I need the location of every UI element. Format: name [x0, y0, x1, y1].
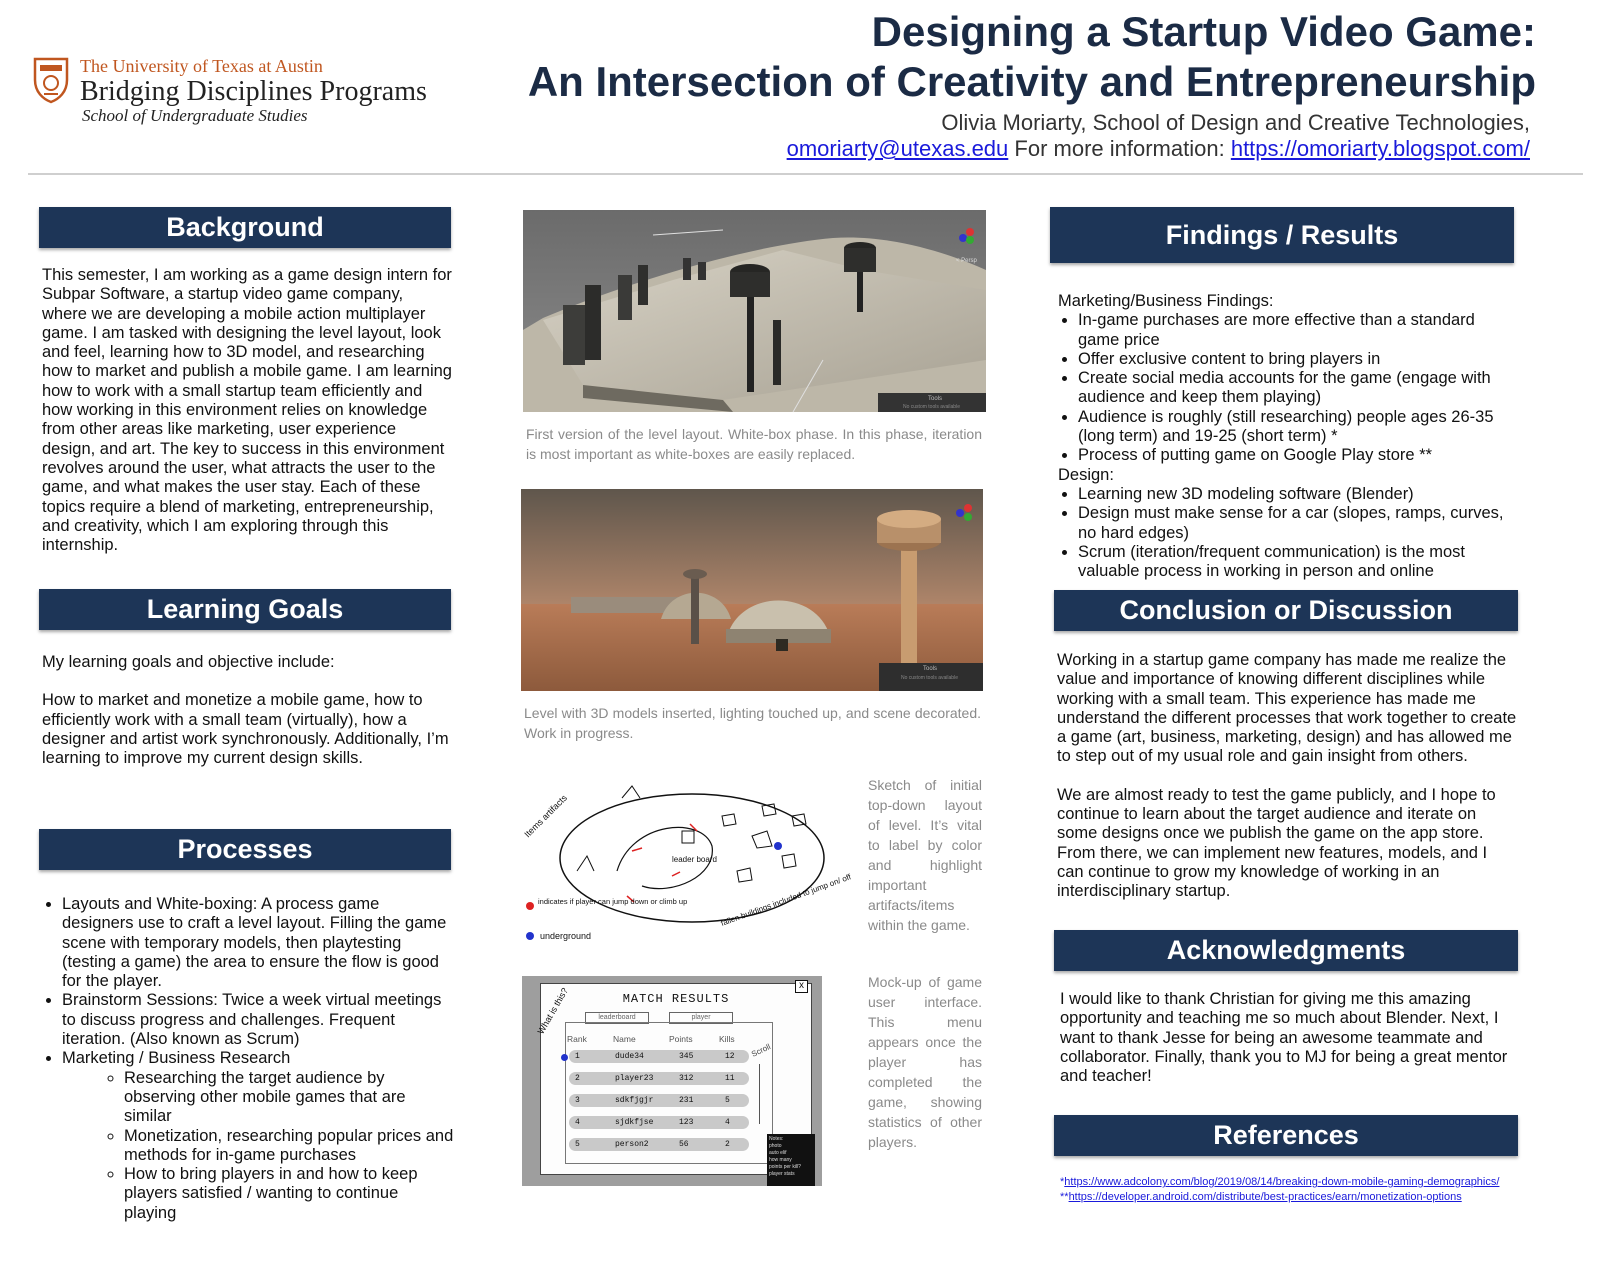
table-cell-kills: 5 [725, 1096, 730, 1105]
reference-item [1060, 1175, 1500, 1190]
learning-goals-text: How to market and monetize a mobile game, how to efficiently work with a small team (virtually), how a designer and artist work synchronously. Additionally, I’m learning to improve my current design skills. [42, 691, 449, 768]
tools-sub-label: No custom tools available [903, 404, 960, 410]
mockup-notes [767, 1134, 815, 1186]
list-item: • Layouts and White-boxing: A process game designers use to craft a level layout. Filling the game scene with temporary models, then playtesting (testing a game) the area to ensure the flow is good for the player. [62, 895, 454, 991]
university-name: The University of Texas at Austin [80, 56, 323, 76]
processes-list [42, 895, 454, 1223]
table-cell-points: 312 [679, 1074, 694, 1083]
list-item: • Brainstorm Sessions: Twice a week virtual meetings to discuss progress and challenges. Frequent iteration. (Also known as Scrum) [62, 991, 454, 1049]
note-line: Notes: [769, 1136, 784, 1142]
list-item-label: Marketing / Business Research [62, 1049, 291, 1068]
contact-line [787, 136, 1530, 162]
note-line: how many [769, 1157, 792, 1163]
sketch-red-note: indicates if player can jump down or climb up [538, 897, 688, 906]
table-cell-points: 345 [679, 1052, 694, 1061]
findings-body [1058, 292, 1518, 581]
reference-item [1060, 1190, 1500, 1205]
persp-label: < Persp [956, 258, 977, 264]
tab-player[interactable]: player [669, 1012, 733, 1024]
school-name: School of Undergraduate Studies [82, 106, 308, 125]
col-kills: Kills [719, 1034, 735, 1044]
mockup-side-note: What is this? [535, 986, 570, 1036]
note-line: player stats [769, 1171, 795, 1177]
references-list [1060, 1175, 1500, 1205]
caption-mockup: Mock-up of game user interface. This menu appears once the player has completed the game, showing statistics of other players. [868, 974, 982, 1150]
design-findings-list [1058, 485, 1518, 581]
list-item: ◦ Researching the target audience by observing other mobile games that are similar [124, 1069, 454, 1127]
acknowledgments-heading: Acknowledgments [1054, 930, 1518, 971]
reference-link[interactable]: https://www.adcolony.com/blog/2019/08/14/breaking-down-mobile-gaming-demographics/ [1064, 1176, 1500, 1188]
table-cell-kills: 12 [725, 1052, 735, 1061]
sketch-layout-image [522, 776, 853, 946]
sketch-blue-note: underground [540, 931, 592, 941]
table-row [569, 1138, 749, 1151]
table-cell-rank: 3 [575, 1096, 580, 1105]
caption-whitebox: First version of the level layout. White-box phase. In this phase, iteration is most important as white-boxes are easily replaced. [526, 426, 982, 462]
acknowledgments-text: I would like to thank Christian for giving me this amazing opportunity and teaching me so much about Blender. Next, I want to thank Jesse for being an awesome teammate and collaborator. Finally, thank you to MJ for being a great mentor and teacher! [1060, 990, 1508, 1086]
list-item: • Learning new 3D modeling software (Blender) [1078, 485, 1518, 504]
list-item: • Offer exclusive content to bring players in [1078, 350, 1518, 369]
col-points: Points [669, 1034, 693, 1044]
close-icon[interactable]: x [795, 980, 808, 993]
table-row [569, 1050, 749, 1063]
match-results-mockup [522, 976, 822, 1186]
col-name: Name [613, 1034, 636, 1044]
findings-heading: Findings / Results [1050, 207, 1514, 263]
table-cell-kills: 11 [725, 1074, 735, 1083]
desert-level-image [521, 489, 983, 691]
table-row [569, 1072, 749, 1085]
table-cell-name: person2 [615, 1140, 649, 1149]
background-text: This semester, I am working as a game design intern for Subpar Software, a startup video game company, where we are developing a mobile action multiplayer game. I am tasked with designing the level layout, look and feel, learning how to 3D model, and researching how to market and publish a mobile game. I am learning how to work with a small startup team efficiently and how working in this environment relies on knowledge from other areas like marketing, user experience design, and art. The key to success in this environment revolves around the user, what attracts the user to the game, and what makes the user stay. Each of these topics require a blend of marketing, entrepreneurship, and creativity, which I am exploring through this internship. [42, 266, 452, 555]
note-line: points per kill? [769, 1164, 801, 1170]
list-item: • Process of putting game on Google Play store ** [1078, 446, 1518, 465]
tools-label: Tools [928, 396, 943, 402]
scroll-arrow [759, 1064, 760, 1124]
table-row [569, 1116, 749, 1129]
conclusion-body [1057, 651, 1517, 902]
list-item: ◦ Monetization, researching popular prices and methods for in-game purchases [124, 1127, 454, 1166]
header-divider [28, 173, 1583, 175]
marketing-label: Marketing/Business Findings: [1058, 292, 1274, 310]
list-item: • In-game purchases are more effective than a standard game price [1078, 311, 1518, 350]
email-link[interactable]: omoriarty@utexas.edu [786, 136, 1009, 161]
note-line: auto elif [769, 1150, 787, 1156]
mockup-window [535, 980, 812, 1177]
tools-sub-label-2: No custom tools available [901, 675, 958, 681]
table-cell-name: sjdkfjse [615, 1118, 654, 1127]
table-cell-rank: 4 [575, 1118, 580, 1127]
list-item: • Audience is roughly (still researching) people ages 26-35 (long term) and 19-25 (short term) * [1078, 408, 1518, 447]
learning-goals-intro: My learning goals and objective include: [42, 653, 335, 671]
player-indicator [561, 1054, 568, 1061]
processes-heading: Processes [39, 829, 451, 870]
table-cell-rank: 2 [575, 1074, 580, 1083]
table-cell-kills: 2 [725, 1140, 730, 1149]
scroll-note: Scroll [750, 1042, 772, 1059]
marketing-findings-list [1058, 311, 1518, 465]
whitebox-level-image [523, 210, 986, 412]
caption-sketch: Sketch of initial top-down layout of level. It’s vital to label by color and highlight important artifacts/items within the game. [868, 777, 982, 933]
sketch-items-note: Items artifacts [522, 792, 570, 840]
sketch-fallen-note: fallen buildings included to jump on/ off [719, 872, 853, 928]
table-cell-points: 123 [679, 1118, 694, 1127]
table-cell-rank: 1 [575, 1052, 580, 1061]
list-item [62, 1049, 454, 1223]
tools-label-2: Tools [923, 666, 938, 672]
references-heading: References [1054, 1115, 1518, 1156]
table-cell-kills: 4 [725, 1118, 730, 1127]
ref-mark: * [1060, 1176, 1065, 1188]
table-cell-rank: 5 [575, 1140, 580, 1149]
table-cell-name: player23 [615, 1074, 654, 1083]
list-item: • Create social media accounts for the game (engage with audience and keep them playing) [1078, 369, 1518, 408]
poster-title-line1: Designing a Startup Video Game: [871, 8, 1536, 55]
ut-shield-logo [32, 56, 70, 104]
info-label: For more information: [1014, 136, 1225, 161]
table-cell-points: 231 [679, 1096, 694, 1105]
caption-desert: Level with 3D models inserted, lighting touched up, and scene decorated. Work in progress. [524, 705, 981, 741]
design-label: Design: [1058, 465, 1114, 484]
table-row [569, 1094, 749, 1107]
learning-goals-heading: Learning Goals [39, 589, 451, 630]
reference-link[interactable]: https://developer.android.com/distribute/best-practices/earn/monetization-options [1068, 1191, 1462, 1203]
list-item: • Scrum (iteration/frequent communication) is the most valuable process in working in person and online [1078, 543, 1518, 582]
program-name: Bridging Disciplines Programs [80, 76, 427, 107]
conclusion-p2: We are almost ready to test the game publicly, and I hope to continue to learn about the target audience and iterate on some designs once we publish the game on the app store. From there, we can implement new features, models, and I can continue to grow my knowledge of working in an interdisciplinary startup. [1057, 785, 1496, 901]
leaderboard-rows [569, 1050, 749, 1160]
table-cell-name: dude34 [615, 1052, 644, 1061]
mockup-title: MATCH RESULTS [622, 992, 730, 1006]
blog-link[interactable]: https://omoriarty.blogspot.com/ [1230, 136, 1530, 161]
sketch-leader-note: leader board [672, 855, 717, 864]
author-line: Olivia Moriarty, School of Design and Creative Technologies, [941, 110, 1530, 135]
processes-sublist [62, 1069, 454, 1223]
col-rank: Rank [567, 1034, 587, 1044]
tab-leaderboard[interactable]: leaderboard [585, 1012, 649, 1024]
processes-body [42, 895, 454, 1223]
table-cell-points: 56 [679, 1140, 689, 1149]
conclusion-heading: Conclusion or Discussion [1054, 590, 1518, 631]
list-item: ◦ How to bring players in and how to keep players satisfied / wanting to continue playing [124, 1165, 454, 1223]
note-line: photo [769, 1143, 782, 1149]
conclusion-p1: Working in a startup game company has made me realize the value and importance of knowing different disciplines while working with a small team. This experience has made me understand the different processes that work together to create a game (art, business, marketing, design) and has allowed me to step out of my usual role and gain insight from others. [1057, 651, 1517, 766]
table-cell-name: sdkfjgjr [615, 1096, 654, 1105]
ref-mark: ** [1060, 1191, 1069, 1203]
learning-goals-body [42, 653, 452, 768]
background-heading: Background [39, 207, 451, 248]
list-item: • Design must make sense for a car (slopes, ramps, curves, no hard edges) [1078, 504, 1518, 543]
poster-title-line2: An Intersection of Creativity and Entrepreneurship [527, 58, 1536, 105]
